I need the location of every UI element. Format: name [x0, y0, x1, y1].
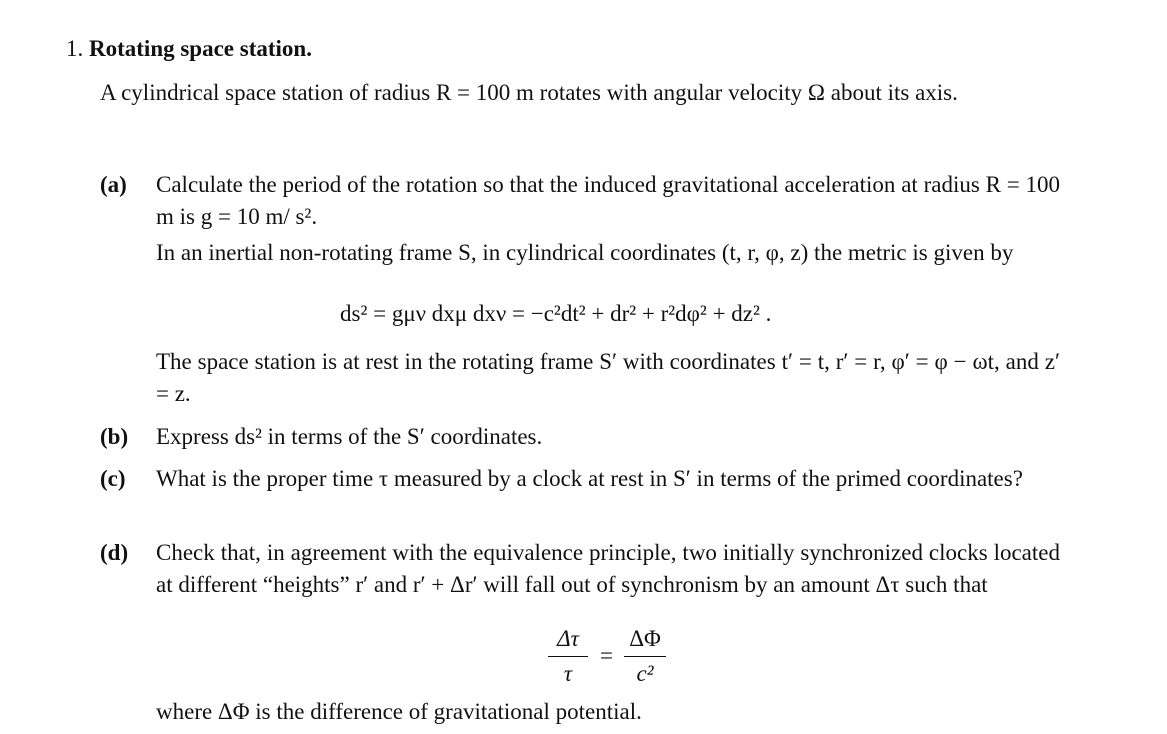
part-c-text: What is the proper time τ measured by a clock at rest in S′ in terms of the primed coordinates? — [156, 466, 1023, 491]
part-d-closing: where ΔΦ is the difference of gravitational potential. — [156, 699, 642, 724]
part-d — [100, 537, 1060, 601]
part-c-label: (c) — [100, 466, 126, 491]
problem-number: 1. — [66, 36, 84, 61]
part-a-text: Calculate the period of the rotation so that the induced gravitational acceleration at radius R = 100 m is g = 10 m/ s². — [156, 172, 1060, 229]
part-b-text: Express ds² in terms of the S′ coordinates. — [156, 424, 543, 449]
part-a — [100, 169, 1060, 233]
part-a-paragraph-1: In an inertial non-rotating frame S, in cylindrical coordinates (t, r, φ, z) the metric is given by — [156, 240, 1014, 265]
part-a-paragraph-2: The space station is at rest in the rotating frame S′ with coordinates t′ = t, r′ = r, φ′ = φ − ωt, and z′ = z. — [156, 349, 1060, 406]
equals-sign: = — [600, 643, 613, 668]
problem-intro: A cylindrical space station of radius R = 100 m rotates with angular velocity Ω about its axis. — [100, 80, 958, 105]
fraction-left-numerator: Δτ — [548, 622, 588, 657]
part-d-text: Check that, in agreement with the equivalence principle, two initially synchronized clocks located at different “heights” r′ and r′ + Δr′ will fall out of synchronism by an amount Δτ such that — [156, 540, 1060, 597]
fraction-left-denominator: τ — [563, 661, 573, 686]
fraction-right-numerator: ΔΦ — [624, 622, 666, 657]
fraction-left — [548, 622, 588, 691]
part-a-label: (a) — [100, 172, 127, 197]
metric-equation: ds² = gμν dxμ dxν = −c²dt² + dr² + r²dφ² + dz² . — [340, 301, 772, 326]
part-b — [100, 421, 1060, 453]
part-c — [100, 463, 1060, 495]
part-d-label: (d) — [100, 540, 129, 565]
problem-heading — [66, 33, 312, 65]
fraction-right — [624, 622, 666, 691]
problem-title: Rotating space station. — [89, 36, 312, 61]
part-b-label: (b) — [100, 424, 129, 449]
fraction-right-denominator: c² — [636, 661, 654, 686]
